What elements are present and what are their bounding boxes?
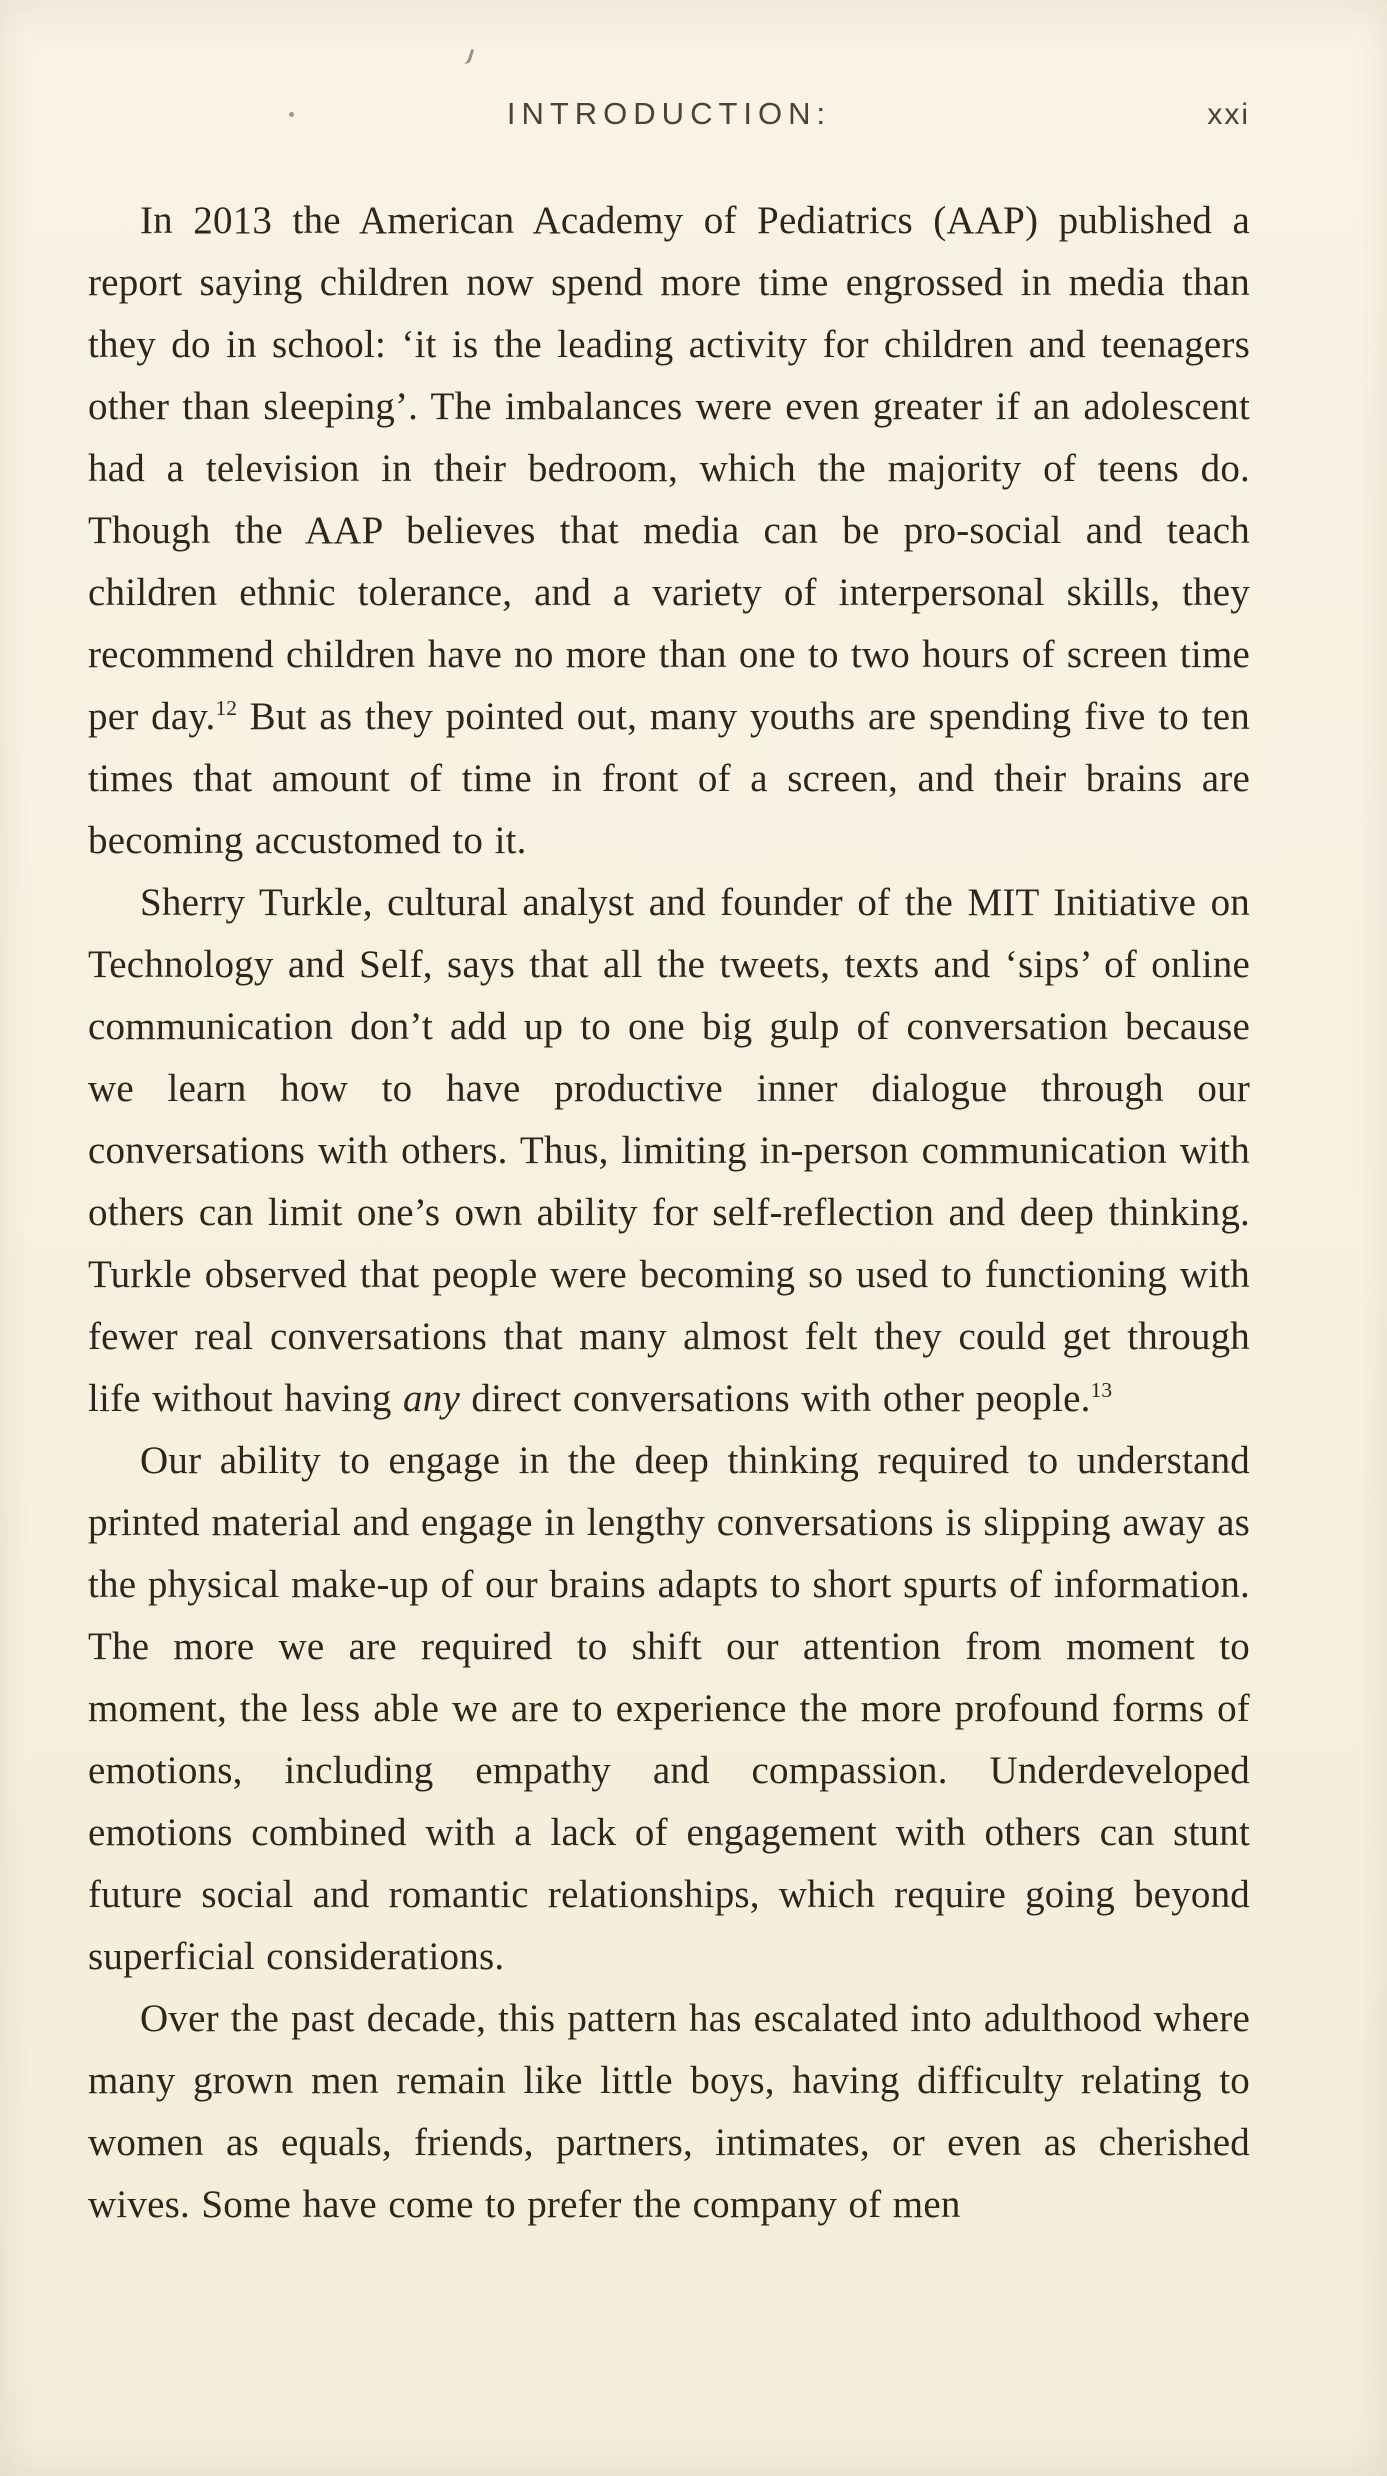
paragraph-run: In 2013 the American Academy of Pediatrics (AAP) published a report saying children now spend more time engrossed in media than they do in school: ‘it is the leading activity for children and teenagers other than sleeping’. The imbalances were even greater if an adolescent had a television in their bedroom, which the majority of teens do. Though the AAP believes that media can be pro-social and teach children ethnic tolerance, and a variety of interpersonal skills, they recommend children have no more than one to two hours of screen time per day.	[88, 199, 1250, 738]
paragraph-run: direct conversations with other people.	[459, 1377, 1091, 1420]
running-header	[88, 96, 1250, 140]
paragraph-run: Over the past decade, this pattern has escalated into adulthood where many grown men remain like little boys, having difficulty relating to women as equals, friends, partners, intimates, or even as cherished wives. Some have come to prefer the company of men	[88, 1997, 1250, 2226]
page-number: xxi	[1207, 98, 1250, 131]
paragraph-1	[88, 190, 1250, 872]
scan-artifact-mark	[460, 47, 474, 65]
text-block	[88, 190, 1250, 2236]
paragraph-3	[88, 1430, 1250, 1988]
footnote-ref-13: 13	[1090, 1378, 1113, 1402]
paragraph-4	[88, 1988, 1250, 2236]
paragraph-run: Sherry Turkle, cultural analyst and founder of the MIT Initiative on Technology and Self, says that all the tweets, texts and ‘sips’ of online communication don’t add up to one big gulp of conversation because we learn how to have productive inner dialogue through our conversations with others. Thus, limiting in-person communication with others can limit one’s own ability for self-reflection and deep thinking. Turkle observed that people were becoming so used to functioning with fewer real conversations that many almost felt they could get through life without having	[88, 881, 1250, 1420]
paragraph-2	[88, 872, 1250, 1430]
paragraph-run: But as they pointed out, many youths are spending five to ten times that amount of time in front of a screen, and their brains are becoming accustomed to it.	[88, 695, 1250, 862]
paragraph-run: Our ability to engage in the deep thinking required to understand printed material and engage in lengthy conversations is slipping away as the physical make-up of our brains adapts to short spurts of information. The more we are required to shift our attention from moment to moment, the less able we are to experience the more profound forms of emotions, including empathy and compassion. Underdeveloped emotions combined with a lack of engagement with others can stunt future social and romantic relationships, which require going beyond superficial considerations.	[88, 1439, 1250, 1978]
page-header-title: INTRODUCTION:	[506, 96, 832, 131]
emphasis-any: any	[403, 1377, 460, 1420]
footnote-ref-12: 12	[215, 696, 237, 720]
